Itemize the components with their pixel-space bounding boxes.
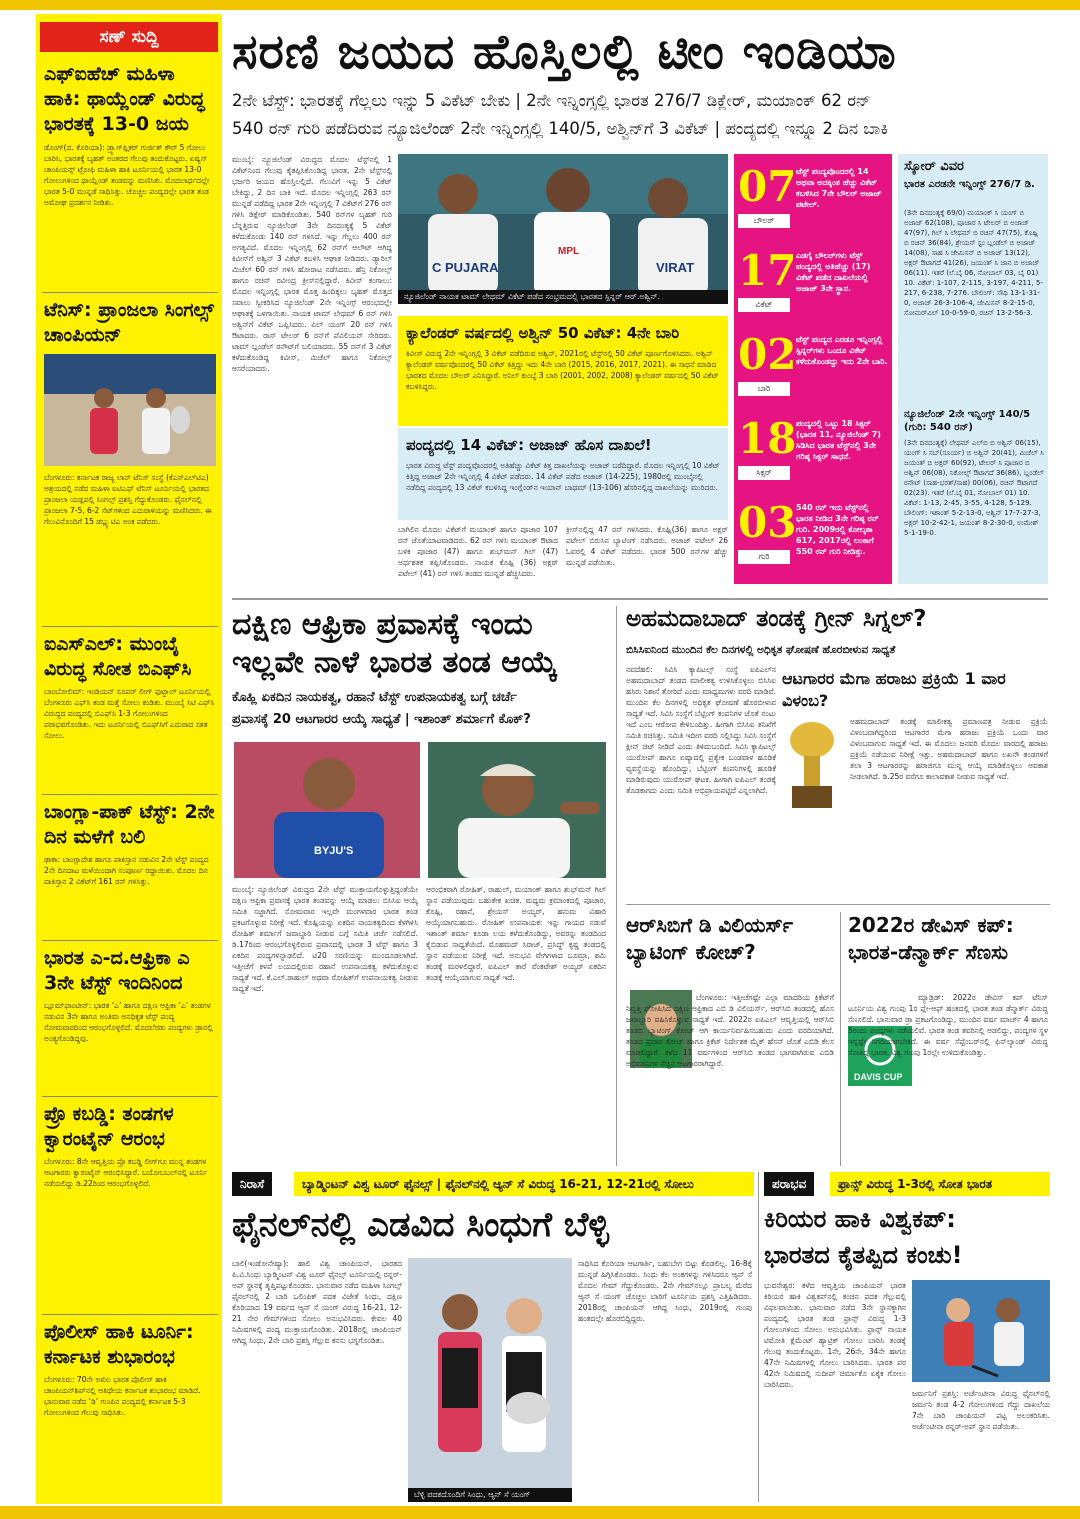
divider <box>42 626 218 627</box>
ajaz-record-box <box>398 428 728 520</box>
box-body: ಭಾರತ ವಿರುದ್ಧ ಟೆಸ್ಟ್ ಪಂದ್ಯವೊಂದರಲ್ಲಿ ಅತಿಹೆಚ್ಚು ವಿಕೆಟ್ ಕಿತ್ತ ದಾಖಲೆಯನ್ನು ಅಜಾಜ್ ಬರೆದಿದ್ದಾರೆ. ಮೊದಲ ಇನ್ನಿಂಗ್ಸಲ್ಲಿ 10 ವಿಕೆಟ್ ಕಿತ್ತಿದ್ದ ಅಜಾಜ್ 2ನೇ ಇನ್ನಿಂಗ್ಸಲ್ಲಿ 4 ವಿಕೆಟ್ ಪಡೆದರು. 14 ವಿಕೆಟ್ ಪಡೆದ ಅಜಾಜ್ (14-225), 1980ರಲ್ಲಿ ಮುಂಬೈನಲ್ಲಿ ನಡೆದಿದ್ದ ಪಂದ್ಯದಲ್ಲಿ 13 ವಿಕೆಟ್ ಕಬಳಿಸಿದ್ದ ಇಂಗ್ಲೆಂಡ್‌ನ ಇಯಾನ್ ಬಾಥಮ್ (13-106) ಹೆಸರಿನಲ್ಲಿದ್ದ ದಾಖಲೆಯನ್ನು ಮುರಿದರು. <box>406 461 720 492</box>
scorecard-title: ಸ್ಕೋರ್ ವಿವರ <box>904 159 964 174</box>
sidebar-item-body: ಬೆಂಗಳೂರು: 8ನೇ ಆವೃತ್ತಿಯ ಪ್ರೊ ಕಬಡ್ಡಿ ಲೀಗ್‌ಗೂ ಮುನ್ನ ತಂಡಗಳ ಆಟಗಾರರು ಕ್ವಾರಂಟೈನ್ ಆರಂಭಿಸಿದ್ದಾರೆ. ಬಯೋಬಬಲ್‌ನಲ್ಲಿ ಟೂರ್ನಿ ನಡೆಯಲಿದ್ದು ಡಿ.22ರಿಂದ ಆರಂಭಗೊಳ್ಳಲಿದೆ. <box>44 1157 208 1188</box>
stat-label: ವಿಕೆಟ್ <box>738 298 790 312</box>
stat-text: ಪಂದ್ಯದಲ್ಲಿ ಒಟ್ಟು 18 ಸಿಕ್ಸರ್ (ಭಾರತ 11, ನ್ಯೂಜಿಲೆಂಡ್ 7) ಸಿಡಿಸಿದ ಭಾರತ ಟೆಸ್ಟ್‌ನಲ್ಲಿ 3ನೇ ಗರಿಷ್ಠ ಸಿಕ್ಸರ್ ಸಾಧನೆ. <box>796 419 881 461</box>
rcb-body: ಬೆಂಗಳೂರು: ಇತ್ತೀಚೆಗಷ್ಟೇ ಎಲ್ಲಾ ಮಾದರಿಯ ಕ್ರಿಕೆಟ್‌ಗೆ ನಿವೃತ್ತಿ ಘೋಷಿಸಿದ ದಕ್ಷಿಣ ಆಫ್ರಿಕಾದ ಎಬಿ ಡಿ ವಿಲಿಯರ್ಸ್, ಆರ್‌ಸಿಬಿ ತಂಡದಲ್ಲಿ ಹೊಸ ಜವಾಬ್ದಾರಿ ವಹಿಸಿಕೊಳ್ಳುವ ಸಾಧ್ಯತೆ ಇದೆ. 2022ರ ಐಪಿಎಲ್ ಆವೃತ್ತಿಯಲ್ಲಿ ಆರ್‌ಸಿಬಿ ತಂಡದ ಬ್ಯಾಟಿಂಗ್ ಕೋಚ್ ಆಗಿ ಕಾರ್ಯನಿರ್ವಹಿಸಬಹುದು ಎಂದು ವರದಿಯಾಗಿದೆ. ತಂಡದ ಪ್ರಧಾನ ಕೋಚ್ ಹಾಗೂ ಕ್ರಿಕೆಟ್ ನಿರ್ದೇಶಕ ಮೈಕ್ ಹೆಸನ್ ಜೊತೆ ಎಬಿಡಿ ಕೆಲಸ ಮಾಡಲಿದ್ದಾರೆ. ಕಳೆದ 11 ವರ್ಷಗಳಿಂದ ಆರ್‌ಸಿಬಿ ತಂಡದ ಭಾಗವಾಗಿರುವ ಎಬಿಡಿ ಅಭಿಮಾನಿಗಳ ನೆಚ್ಚಿನ ಆಟಗಾರರಾಗಿದ್ದಾರೆ. <box>626 993 834 1068</box>
strap-text: ಫ್ರಾನ್ಸ್ ವಿರುದ್ಧ 1-3ರಲ್ಲಿ ಸೋತ ಭಾರತ <box>830 1172 1050 1196</box>
photo-caption: ನ್ಯೂಜಿಲೆಂಡ್ ನಾಯಕ ಟಾಮ್ ಲೇಥಮ್ ವಿಕೆಟ್ ಪಡೆದ ಸಂಭ್ರಮದಲ್ಲಿ ಭಾರತದ ಸ್ಪಿನ್ನರ್ ಆರ್.ಅಶ್ವಿನ್. <box>398 290 728 304</box>
lead-body: ಕಿವೀಸ್ ಕಂಗಾಲು: ಮೊದಲ ಇನ್ನಿಂಗ್ಸಲ್ಲಿ ಭಾರತ ಮೊತ್ತ ಹಿಂದಿಕ್ಕಲು ಬೃಹತ್ ಮೊತ್ತದ ಸವಾಲು ಸ್ವೀಕರಿಸಿದ ನ್ಯೂಜಿಲೆಂಡ್ 2ನೇ ಇನ್ನಿಂಗ್ಸ್ ಆರಂಭದಲ್ಲೇ ಆಘಾತಕ್ಕೆ ಒಳಗಾಯಿತು. ನಾಯಕ ಟಾಮ್ ಲೇಥಮ್ 6 ರನ್ ಗಳಿಸಿ ಅಶ್ವಿನ್‌ಗೆ ವಿಕೆಟ್ ಒಪ್ಪಿಸಿದರು. ವಿಲ್ ಯಂಗ್ 20 ರನ್ ಗಳಿಸಿ ಔಟಾದರು. ರಾಸ್ ಟೇಲರ್ 6 ರನ್‌ಗೆ ಪೆವಿಲಿಯನ್ ಸೇರಿದರು. ಟಾಮ್ ಬ್ಲಂಡೆಲ್ ರನೌಟ್‌ಗೆ ಬಲಿಯಾದರು. 55 ರನ್‌ಗೆ 3 ವಿಕೆಟ್ ಕಳೆದುಕೊಂಡಿದ್ದ ಕಿವೀಸ್, ಮಿಚೆಲ್ ಹಾಗೂ ನಿಕೋಲ್ಸ್ ಆಸರೆಯಾದರು. <box>232 276 392 373</box>
jersey-sponsor: BYJU'S <box>314 845 354 857</box>
sindhu-strap <box>232 1172 752 1196</box>
stat-label: ಸಿಕ್ಸರ್ <box>738 466 790 480</box>
divider <box>626 904 1050 905</box>
sa-tour-headline: ದಕ್ಷಿಣ ಆಫ್ರಿಕಾ ಪ್ರವಾಸಕ್ಕೆ ಇಂದು <box>232 607 533 642</box>
sa-tour-headline: ಇಲ್ಲವೇ ನಾಳೆ ಭಾರತ ತಂಡ ಆಯ್ಕೆ <box>232 645 558 680</box>
scorecard-details: (3ನೇ ದಿನದಂತ್ಯಕ್ಕೆ 69/0) ಮಯಾಂಕ್ ಸಿ ಯಂಗ್ ಬಿ ಅಜಾಜ್ 62(108), ಪೂಜಾರ ಸಿ ಟೇಲರ್ ಬಿ ಅಜಾಜ್ 47(97), ಗಿಲ್ ಸಿ ಲೇಥಮ್ ಬಿ ರಚಿನ್ 47(75), ಕೊಹ್ಲಿ ಬಿ ರಚಿನ್ 36(84), ಶ್ರೇಯಸ್ ಸ್ಟಂ ಬ್ಲಂಡೆಲ್ ಬಿ ಅಜಾಜ್ 14(08), ಸಾಹ ಸಿ ಜೇಮಿಸನ್ ಬಿ ಅಜಾಜ್ 13(12), ಅಕ್ಷರ್ ಔಟಾಗದೆ 41(26), ಜಯಂತ್ ಸಿ ಜಾನ ಬಿ ಅಜಾಜ್ 06(11). ಇತರೆ (ಲೆ.ಬೈ 06, ನೋಬಾಲ್ 03, ಬೈ 01) 10. ವಿಕೆಟ್: 1-107, 2-115, 3-197, 4-211, 5-217, 6-238, 7-276. ಬೌಲಿಂಗ್: ಸೌಥಿ 13-1-31-0, ಅಜಾಜ್ 26-3-106-4, ಜೇಮಿಸನ್ 8-2-15-0, ಸೋಮರ್‌ವಿಲ್ 10-0-59-0, ರಚಿನ್ 13-2-56-3. <box>904 209 1043 317</box>
stat-number: 18 <box>738 414 797 463</box>
sindhu-photo <box>408 1258 572 1502</box>
lead-body: ಮುಂಬೈ: ನ್ಯೂಜಿಲೆಂಡ್ ವಿರುದ್ಧದ ಮೊದಲ ಟೆಸ್ಟ್‌ನಲ್ಲಿ 1 ವಿಕೆಟ್‌ನಿಂದ ಗೆಲುವು ಕೈತಪ್ಪಿಸಿಕೊಂಡಿದ್ದ ಭಾರತ, 2ನೇ ಟೆಸ್ಟ್‌ನಲ್ಲಿ ಭರ್ಜರಿ ಜಯದ ಹೊಸ್ತಿಲಲ್ಲಿದೆ. ಗೆಲುವಿಗೆ ಇನ್ನು 5 ವಿಕೆಟ್ ಬೇಕಿದ್ದು, 2 ದಿನ ಬಾಕಿ ಇದೆ. ಮೊದಲ ಇನ್ನಿಂಗ್ಸಲ್ಲಿ 263 ರನ್ ಮುನ್ನಡೆ ಪಡೆದಿದ್ದ ಭಾರತ 2ನೇ ಇನ್ನಿಂಗ್ಸಲ್ಲಿ 7 ವಿಕೆಟ್‌ಗೆ 276 ರನ್ ಗಳಿಸಿ ಡಿಕ್ಲೇರ್ ಮಾಡಿಕೊಂಡಿತು. 540 ರನ್‌ಗಳ ಬೃಹತ್ ಗುರಿ ಬೆನ್ನತ್ತಿರುವ ನ್ಯೂಜಿಲೆಂಡ್ 3ನೇ ದಿನದಂತ್ಯಕ್ಕೆ 5 ವಿಕೆಟ್ ಕಳೆದುಕೊಂಡು 140 ರನ್ ಗಳಿಸಿದೆ. ಇನ್ನು ಗೆಲ್ಲಲು 400 ರನ್ ಅಗತ್ಯವಿದೆ. ಮೊದಲ ಇನ್ನಿಂಗ್ಸಲ್ಲಿ 62 ರನ್‌ಗೆ ಆಲೌಟ್ ಆಗಿದ್ದ ಕಿವೀಸ್‌ಗೆ ಅಶ್ವಿನ್ 3 ವಿಕೆಟ್ ಕಬಳಿಸಿ ಆಘಾತ ನೀಡಿದರು. ಡ್ಯಾರಿಲ್ ಮಿಚೆಲ್ 60 ರನ್ ಗಳಿಸಿ ಹೋರಾಟ ನಡೆಸಿದರು. ಹೆನ್ರಿ ನಿಕೋಲ್ಸ್ ಹಾಗೂ ರಚಿನ್ ರವೀಂದ್ರ ಕ್ರೀಸ್‌ನಲ್ಲಿದ್ದಾರೆ. <box>232 155 392 285</box>
divider <box>42 794 218 795</box>
lead-subheadline: 540 ರನ್ ಗುರಿ ಪಡೆದಿರುವ ನ್ಯೂಜಿಲೆಂಡ್ 2ನೇ ಇನ್ನಿಂಗ್ಸಲ್ಲಿ 140/5, ಅಶ್ವಿನ್‌ಗೆ 3 ವಿಕೆಟ್ | ಪಂದ್ಯದಲ್ಲಿ ಇನ್ನೂ 2 ದಿನ ಬಾಕಿ <box>232 119 889 138</box>
ahmedabad-subheadline: ಬಿಸಿಸಿಐನಿಂದ ಮುಂದಿನ ಕೆಲ ದಿನಗಳಲ್ಲಿ ಅಧಿಕೃತ ಘೋಷಣೆ ಹೊರಬೀಳುವ ಸಾಧ್ಯತೆ <box>626 644 896 656</box>
davis-cup-body: ಮ್ಯಾಡ್ರಿಡ್: 2022ರ ಡೇವಿಸ್ ಕಪ್ ಟೆನಿಸ್ ಟೂರ್ನಿಯ ವಿಶ್ವ ಗುಂಪು 1ರ ಪ್ಲೇ-ಆಫ್ ಹಂತದಲ್ಲಿ ಭಾರತ ತಂಡ ಡೆನ್ಮಾರ್ಕ್ ವಿರುದ್ಧ ಸೆಣಸಲಿದೆ. ಭಾನುವಾರ ಡ್ರಾ ಪ್ರಕಟಗೊಂಡಿದ್ದು, ಮುಂದಿನ ವರ್ಷ ಮಾರ್ಚ್ 4 ಹಾಗೂ 5ರಂದು ಪಂದ್ಯಗಳು ನಡೆಯಲಿವೆ. ಭಾರತ ತಂಡ ತವರಿನಲ್ಲಿ ಆಡಲಿದ್ದು, ಪಂದ್ಯಗಳ ಸ್ಥಳ ಇನ್ನಷ್ಟೇ ನಿಗದಿಯಾಗಬೇಕಿದೆ. ಈ ವರ್ಷ ಸೆಪ್ಟೆಂಬರ್‌ನಲ್ಲಿ ಫಿನ್‌ಲ್ಯಾಂಡ್ ವಿರುದ್ಧ ಸೋತಿದ್ದ ಭಾರತ, ವಿಶ್ವ ಗುಂಪು 1ರಲ್ಲೇ ಉಳಿದುಕೊಂಡಿತ್ತು. <box>848 993 1048 1057</box>
stat-item <box>734 494 892 582</box>
hockey-body: ಜರ್ಮನಿಗೆ ಪ್ರಶಸ್ತಿ: ಅರ್ಜೆಂಟೀನಾ ವಿರುದ್ಧ ಫೈನಲ್‌ನಲ್ಲಿ ಜರ್ಮನಿ ತಂಡ 4-2 ಗೋಲುಗಳಿಂದ ಗೆದ್ದು ದಾಖಲೆಯ 7ನೇ ಬಾರಿ ಚಾಂಪಿಯನ್ ಪಟ್ಟ ಅಲಂಕರಿಸಿತು. ಅರ್ಜೆಂಟೀನಾ ರನ್ನರ್-ಅಪ್ ಸ್ಥಾನ ಪಡೆಯಿತು. <box>912 1389 1050 1431</box>
stat-number: 17 <box>738 246 797 295</box>
sidebar-item-body: ಬೆಂಗಳೂರು: 70ನೇ ಅಖಿಲ ಭಾರತ ಪೊಲೀಸ್ ಹಾಕಿ ಚಾಂಪಿಯನ್‌ಶಿಪ್‌ನಲ್ಲಿ ಆತಿಥೇಯ ಕರ್ನಾಟಕ ಶುಭಾರಂಭ ಮಾಡಿದೆ. ಭಾನುವಾರ ನಡೆದ ‘ಡಿ’ ಗುಂಪಿನ ಪಂದ್ಯದಲ್ಲಿ ಕರ್ನಾಟಕ 5-3 ಗೋಲುಗಳಿಂದ ಗೆಲುವು ಸಾಧಿಸಿತು. <box>44 1375 201 1417</box>
top-color-bar <box>0 0 1080 10</box>
ashwin-photo <box>398 154 728 304</box>
stat-number: 02 <box>738 330 797 379</box>
scorecard-innings: ನ್ಯೂಜಿಲೆಂಡ್ 2ನೇ ಇನ್ನಿಂಗ್ಸ್ 140/5 (ಗುರಿ: 540 ರನ್) <box>904 409 1031 433</box>
ashwin-record-box <box>398 316 728 426</box>
sa-tour-body: ಮುಂಬೈ: ನ್ಯೂಜಿಲೆಂಡ್ ವಿರುದ್ಧದ 2ನೇ ಟೆಸ್ಟ್ ಮುಕ್ತಾಯಗೊಳ್ಳುತ್ತಿದ್ದಂತೆಯೇ ದಕ್ಷಿಣ ಆಫ್ರಿಕಾ ಪ್ರವಾಸಕ್ಕೆ ಭಾರತ ತಂಡವನ್ನು ಆಯ್ಕೆ ಮಾಡಲು ಬಿಸಿಸಿಐ ಆಯ್ಕೆ ಸಮಿತಿ ಸಜ್ಜಾಗಿದೆ. ಸೋಮವಾರ ಇಲ್ಲವೇ ಮಂಗಳವಾರ ಭಾರತ ತಂಡ ಪ್ರಕಟಗೊಳ್ಳುವ ನಿರೀಕ್ಷೆ ಇದೆ. ಕೊಹ್ಲಿಯನ್ನು ಏಕದಿನ ನಾಯಕತ್ವದಿಂದ ಕೆಳಗಿಳಿಸಿ ರೋಹಿತ್ ಶರ್ಮಾಗೆ ಜವಾಬ್ದಾರಿ ನೀಡುವ ಬಗ್ಗೆ ಸಮಿತಿ ಚರ್ಚೆ ನಡೆಸಲಿದೆ. ಡಿ.17ರಿಂದ ಆರಂಭಗೊಳ್ಳಲಿರುವ ಪ್ರವಾಸದಲ್ಲಿ ಭಾರತ 3 ಟೆಸ್ಟ್ ಹಾಗೂ 3 ಏಕದಿನ ಪಂದ್ಯಗಳನ್ನಾಡಲಿದೆ. ಟಿ20 ಸರಣಿಯನ್ನು ಮುಂದೂಡಲಾಗಿದೆ. ಇತ್ತೀಚೆಗೆ ಕಳಪೆ ಲಯದಲ್ಲಿರುವ ರಹಾನೆ ಉಪನಾಯಕತ್ವ ಕಳೆದುಕೊಳ್ಳುವ ಸಾಧ್ಯತೆ ಇದೆ. ಕೆ.ಎಲ್.ರಾಹುಲ್ ಅಥವಾ ರೋಹಿತ್‌ಗೆ ಉಪನಾಯಕತ್ವ ನೀಡುವ ಸಾಧ್ಯತೆ ಇದೆ. <box>232 885 418 993</box>
lead-headline: ಸರಣಿ ಜಯದ ಹೊಸ್ತಿಲಲ್ಲಿ ಟೀಂ ಇಂಡಿಯಾ <box>232 24 897 80</box>
tennis-photo <box>44 354 216 466</box>
lead-subheadline: 2ನೇ ಟೆಸ್ಟ್: ಭಾರತಕ್ಕೆ ಗೆಲ್ಲಲು ಇನ್ನು 5 ವಿಕೆಟ್ ಬೇಕು | 2ನೇ ಇನ್ನಿಂಗ್ಸಲ್ಲಿ ಭಾರತ 276/7 ಡಿಕ್ಲೇರ್, ಮಯಾಂಕ್ 62 ರನ್ <box>232 91 871 110</box>
auction-subheadline: ಆಟಗಾರರ ಮೆಗಾ ಹರಾಜು ಪ್ರಕ್ರಿಯೆ 1 ವಾರ ವಿಳಂಬ? <box>782 669 1006 710</box>
photo-caption: ಬೆಳ್ಳಿ ಪದಕದೊಂದಿಗೆ ಸಿಂಧು, ಆ್ಯನ್ ಸೆ ಯಂಗ್ <box>408 1488 572 1502</box>
hockey-headline: ಭಾರತದ ಕೈತಪ್ಪಿದ ಕಂಚು! <box>764 1241 963 1269</box>
divider <box>616 606 617 1166</box>
sindhu-podium-image <box>408 1258 572 1502</box>
lead-body-continued: ಬಾಗಿಲಿನ ಮೊದಲ ವಿಕೆಟ್‌ಗೆ ಮಯಾಂಕ್ ಹಾಗೂ ಪೂಜಾರ 107 ರನ್ ಜೊತೆಯಾಟವಾಡಿದರು. 62 ರನ್ ಗಳಿಸಿ ಮಯಾಂಕ್ ಔಟಾದ ಬಳಿಕ ಪೂಜಾರ (47) ಹಾಗೂ ಶುಭ್‌ಮನ್ ಗಿಲ್ (47) ಅರ್ಧಶತಕ ತಪ್ಪಿಸಿಕೊಂಡರು. ನಾಯಕ ಕೊಹ್ಲಿ (36) ಅಕ್ಷರ್ ಪಟೇಲ್ (41) ರನ್ ಗಳಿಸಿ ತಂಡದ ಮುನ್ನಡೆ ಹೆಚ್ಚಿಸಿದರು. <box>398 525 558 578</box>
stat-item <box>734 410 892 492</box>
sidebar-item-title: ಭಾರತ ಎ-ದ.ಆಫ್ರಿಕಾ ಎ 3ನೇ ಟೆಸ್ಟ್ ಇಂದಿನಿಂದ <box>44 947 190 994</box>
sa-tour-subheadline: ಕೊಹ್ಲಿ ಏಕದಿನ ನಾಯಕತ್ವ, ರಹಾನೆ ಟೆಸ್ಟ್ ಉಪನಾಯಕತ್ವ ಬಗ್ಗೆ ಚರ್ಚೆ <box>232 690 518 705</box>
rahane-photo <box>428 742 606 878</box>
box-title: ಕ್ಯಾಲೆಂಡರ್ ವರ್ಷದಲ್ಲಿ ಅಶ್ವಿನ್ 50 ವಿಕೆಟ್: 4ನೇ ಬಾರಿ <box>406 324 680 342</box>
sidebar-item-body: ಢಾಕಾ: ಬಾಂಗ್ಲಾದೇಶ ಹಾಗೂ ಪಾಕಿಸ್ತಾನ ನಡುವಿನ 2ನೇ ಟೆಸ್ಟ್ ಪಂದ್ಯದ 2ನೇ ದಿನದಾಟ ಮಳೆಯಿಂದಾಗಿ ಸಂಪೂರ್ಣ ರದ್ದಾಯಿತು. ಮೊದಲ ದಿನ ಪಾಕಿಸ್ತಾನ 2 ವಿಕೆಟ್‌ಗೆ 161 ರನ್ ಗಳಿಸಿತ್ತು. <box>44 855 209 886</box>
lead-body-column <box>232 154 392 594</box>
stat-text: ಟೆಸ್ಟ್ ಪಂದ್ಯವೊಂದರಲ್ಲಿ 14 ಅಥವಾ ಅದಕ್ಕಿಂತ ಹೆಚ್ಚು ವಿಕೆಟ್ ಕಬಳಿಸಿದ 7ನೇ ಬೌಲರ್ ಅಜಾಜ್ ಪಟೇಲ್. <box>796 167 882 209</box>
ipl-trophy-image <box>782 716 842 816</box>
sindhu-headline: ಫೈನಲ್‌ನಲ್ಲಿ ಎಡವಿದ ಸಿಂಧುಗೆ ಬೆಳ್ಳಿ <box>232 1205 610 1245</box>
sa-tour-subheadline: ಪ್ರವಾಸಕ್ಕೆ 20 ಆಟಗಾರರ ಆಯ್ಕೆ ಸಾಧ್ಯತೆ | ಇಶಾಂತ್ ಶರ್ಮಾಗೆ ಕೊಕ್? <box>232 712 531 727</box>
sidebar-item-title: ಎಫ್ಐಹೆಚ್ ಮಹಿಳಾ ಹಾಕಿ: ಥಾಯ್ಲೆಂಡ್ ವಿರುದ್ಧ ಭಾರತಕ್ಕೆ 13-0 ಜಯ <box>44 63 205 135</box>
trophy-icon <box>782 716 842 816</box>
stat-label: ಗುರಿ <box>738 550 790 564</box>
tennis-players-image <box>44 354 216 466</box>
stats-panel <box>734 154 892 584</box>
hockey-photo <box>912 1280 1050 1382</box>
stat-text: 540 ರನ್ ಇದು ಟೆಸ್ಟ್‌ನಲ್ಲಿ ಭಾರತ ನೀಡಿದ 3ನೇ ಗರಿಷ್ಠ ರನ್ ಗುರಿ. 2009ರಲ್ಲಿ ಕೋಲ್ಕತಾ 617, 2017ರಲ್ಲಿ ಲಂಕಾಗೆ 550 ರನ್ ಗುರಿ ನೀಡಿತ್ತು. <box>796 503 879 556</box>
stat-item <box>734 326 892 408</box>
divider <box>42 1314 218 1315</box>
hockey-body: ಭುವನೇಶ್ವರ: ಕಳೆದ ಆವೃತ್ತಿಯ ಚಾಂಪಿಯನ್ ಭಾರತ ಕಿರಿಯರ ಹಾಕಿ ವಿಶ್ವಕಪ್‌ನಲ್ಲಿ ಕಂಚಿನ ಪದಕ ಗೆಲ್ಲುವಲ್ಲಿ ವಿಫಲವಾಯಿತು. ಭಾನುವಾರ ನಡೆದ 3ನೇ ಸ್ಥಾನಕ್ಕಾಗಿನ ಪಂದ್ಯದಲ್ಲಿ ಭಾರತ ತಂಡ ಫ್ರಾನ್ಸ್ ವಿರುದ್ಧ 1-3 ಗೋಲುಗಳಿಂದ ಸೋಲು ಅನುಭವಿಸಿತು. ಫ್ರಾನ್ಸ್ ನಾಯಕ ಟಿಮೋತಿ ಕ್ಲೆಮೆಂಟ್ ಹ್ಯಾಟ್ರಿಕ್ ಗೋಲು ಬಾರಿಸಿ ತಂಡಕ್ಕೆ ಗೆಲುವು ತಂದುಕೊಟ್ಟರು. 1ನೇ, 26ನೇ, 34ನೇ ಹಾಗೂ 47ನೇ ನಿಮಿಷಗಳಲ್ಲಿ ಗೋಲು ಬಾರಿಸಿದರು. ಭಾರತ ಪರ 42ನೇ ನಿಮಿಷದಲ್ಲಿ ಸುದೀಪ್ ಚಿರ್ಮಾಕೊ ಏಕೈಕ ಗೋಲು ಬಾರಿಸಿದರು. <box>764 1281 906 1389</box>
stat-item <box>734 242 892 324</box>
stat-text: ಟೆಸ್ಟ್ ಪಂದ್ಯದ ಎರಡೂ ಇನ್ನಿಂಗ್ಸಲ್ಲಿ ಸ್ಪಿನ್ನರ್‌ಗಳು ಒಂದೂ ವಿಕೆಟ್ ಕಳೆದುಕೊಂಡದ್ದು ಇದು 2ನೇ ಬಾರಿ. <box>796 335 888 366</box>
divider <box>42 292 218 293</box>
sidebar-item-title: ಐಎಸ್ಎಲ್: ಮುಂಬೈ ವಿರುದ್ಧ ಸೋತ ಬಿಎಫ್‌ಸಿ <box>44 633 192 680</box>
davis-cup-headline: 2022ರ ಡೇವಿಸ್ ಕಪ್: ಭಾರತ-ಡೆನ್ಮಾರ್ಕ್ ಸೆಣಸು <box>848 913 1014 964</box>
stat-text: ಎಡಗೈ ಬೌಲರ್‌ಗಳು ಟೆಸ್ಟ್ ಪಂದ್ಯದಲ್ಲಿ ಅತಿಹೆಚ್ಚು (17) ವಿಕೆಟ್ ಪಡೆದ ದಾಖಲೆಯಲ್ಲಿ ಅಜಾಜ್ 3ನೇ ಸ್ಥಾನ. <box>796 251 871 293</box>
stat-item <box>734 158 892 240</box>
rahane-image <box>428 742 606 878</box>
kohli-photo <box>234 742 420 878</box>
jersey-text: C PUJARA <box>432 260 499 275</box>
sidebar-item-body: ಬಾಂಬೋಲಿಮ್: ಇಂಡಿಯನ್ ಸೂಪರ್ ಲೀಗ್ ಫುಟ್ಬಾಲ್ ಟೂರ್ನಿಯಲ್ಲಿ ಬೆಂಗಳೂರು ಎಫ್‌ಸಿ ತಂಡ ಮತ್ತೆ ಸೋಲು ಕಂಡಿತು. ಮುಂಬೈ ಸಿಟಿ ಎಫ್‌ಸಿ ವಿರುದ್ಧದ ಪಂದ್ಯದಲ್ಲಿ ಬಿಎಫ್‌ಸಿ 1-3 ಗೋಲುಗಳಿಂದ ಪರಾಭವಗೊಂಡಿತು. ಇದು ಟೂರ್ನಿಯಲ್ಲಿ ಬಿಎಫ್‌ಸಿಗೆ ಎದುರಾದ ಸತತ ಸೋಲು. <box>44 687 215 740</box>
sidebar-item-body: ಬೆಂಗಳೂರು: ಕರ್ನಾಟಕ ರಾಜ್ಯ ಲಾನ್ ಟೆನಿಸ್ ಸಂಸ್ಥೆ (ಕೆಎಸ್‌ಎಲ್‌ಟಿಎ) ಆಶ್ರಯದಲ್ಲಿ ನಡೆದ ಮಹಿಳಾ ಐಟಿಎಫ್ ಟೆನಿಸ್ ಟೂರ್ನಿಯಲ್ಲಿ ಭಾರತದ ಪ್ರಾಂಜಲಾ ಯಡ್ಲಪಲ್ಲಿ ಸಿಂಗಲ್ಸ್ ಪ್ರಶಸ್ತಿ ಗೆದ್ದುಕೊಂಡರು. ಫೈನಲ್‌ನಲ್ಲಿ ಪ್ರಾಂಜಲಾ 7-5, 6-2 ಸೆಟ್‌ಗಳಿಂದ ಎದುರಾಳಿಯನ್ನು ಮಣಿಸಿದರು. ಈ ಗೆಲುವಿನೊಂದಿಗೆ 15 ಡಬ್ಲ್ಯುಟಿಎ ಅಂಕ ಪಡೆದರು. <box>44 473 212 526</box>
story-tag: ನಿರಾಸೆ <box>232 1172 272 1196</box>
divider <box>840 912 841 1166</box>
stat-label: ಬಾರಿ <box>738 382 790 396</box>
stat-number: 03 <box>738 498 797 547</box>
ahmedabad-body: ನವದೆಹಲಿ: ಸಿವಿಸಿ ಕ್ಯಾಪಿಟಲ್ಸ್ ಸಂಸ್ಥೆ ಐಪಿಎಲ್‌ನ ಅಹಮದಾಬಾದ್ ತಂಡದ ಮಾಲೀಕತ್ವ ಉಳಿಸಿಕೊಳ್ಳಲು ಬಿಸಿಸಿಐ ಹಸಿರು ನಿಶಾನೆ ತೋರಿದೆ ಎಂದು ಮಾಧ್ಯಮಗಳು ವರದಿ ಮಾಡಿವೆ. ಮುಂದಿನ ಕೆಲ ದಿನಗಳಲ್ಲಿ ಅಧಿಕೃತ ಘೋಷಣೆ ಹೊರಬೀಳುವ ಸಾಧ್ಯತೆ ಇದೆ. ಸಿವಿಸಿ ಸಂಸ್ಥೆಗೆ ಬೆಟ್ಟಿಂಗ್ ಕಂಪನಿಗಳ ಜೊತೆ ನಂಟು ಇದೆ ಎಂಬ ಆರೋಪ ಕೇಳಿಬಂದಿತ್ತು. ಹೀಗಾಗಿ ಬಿಸಿಸಿಐ ತನಿಖೆಗೆ ಸಮಿತಿ ರಚಿಸಿತ್ತು. ಸಮಿತಿ ಇದೀಗ ವರದಿ ಸಲ್ಲಿಸಿದ್ದು ಸಿವಿಸಿ ಸಂಸ್ಥೆಗೆ ಕ್ಲೀನ್ ಚಿಟ್ ನೀಡಿದೆ ಎಂದು ತಿಳಿದುಬಂದಿದೆ. ಸಿವಿಸಿ ಕ್ಯಾಪಿಟಲ್ಸ್ ಯುರೋಪ್ ಹಾಗೂ ಏಷ್ಯಾದಲ್ಲಿ ಪ್ರತ್ಯೇಕ ಬಂಡವಾಳ ಹೂಡಿಕೆ ವ್ಯವಸ್ಥೆಯನ್ನು ಹೊಂದಿದ್ದು, ಬೆಟ್ಟಿಂಗ್ ಕಂಪನಿಗಳಲ್ಲಿ ಹೂಡಿಕೆ ಮಾಡಿರುವುದು ಯುರೋಪ್ ಘಟಕ. ಹೀಗಾಗಿ ಐಪಿಎಲ್ ತಂಡಕ್ಕೆ ತೊಡಕಾಗದು ಎಂದು ಸಮಿತಿ ಅಭಿಪ್ರಾಯಪಟ್ಟಿದೆ ಎನ್ನಲಾಗಿದೆ. <box>626 665 776 795</box>
sidebar-item-title: ಬಾಂಗ್ಲಾ-ಪಾಕ್ ಟೆಸ್ಟ್: 2ನೇ ದಿನ ಮಳೆಗೆ ಬಲಿ <box>44 801 215 848</box>
sidebar-item-body: ಬ್ಲೂಮ್‌ಫಾಂಟೀನ್: ಭಾರತ ‘ಎ’ ಹಾಗೂ ದಕ್ಷಿಣ ಆಫ್ರಿಕಾ ‘ಎ’ ತಂಡಗಳ ನಡುವಿನ 3ನೇ ಹಾಗೂ ಅಂತಿಮ ಅನಧಿಕೃತ ಟೆಸ್ಟ್ ಪಂದ್ಯ ಸೋಮವಾರದಿಂದ ಆರಂಭಗೊಳ್ಳಲಿದೆ. ಮೊದಲೆರಡು ಪಂದ್ಯಗಳು ಡ್ರಾನಲ್ಲಿ ಅಂತ್ಯಗೊಂಡಿದ್ದವು. <box>44 1001 213 1043</box>
auction-body: ಅಹಮದಾಬಾದ್ ತಂಡಕ್ಕೆ ಮಾಲೀಕತ್ವ ಪ್ರಮಾಣಪತ್ರ ನೀಡುವ ಪ್ರಕ್ರಿಯೆ ವಿಳಂಬವಾಗಿದ್ದರಿಂದ ಆಟಗಾರರ ಮೆಗಾ ಹರಾಜು ಪ್ರಕ್ರಿಯೆ ಒಂದು ವಾರ ವಿಳಂಬವಾಗುವ ಸಾಧ್ಯತೆ ಇದೆ. ಈ ಮೊದಲು ಜನವರಿ ಮೊದಲ ವಾರದಲ್ಲಿ ಹರಾಜು ಪ್ರಕ್ರಿಯೆ ನಡೆಯುವ ನಿರೀಕ್ಷೆ ಇತ್ತು. ಅಹಮದಾಬಾದ್ ಹಾಗೂ ಲಖನೌ ತಂಡಗಳಿಗೆ ತಲಾ 3 ಆಟಗಾರರನ್ನು ಹರಾಜಿಗೂ ಮುನ್ನ ಆಯ್ಕೆ ಮಾಡಿಕೊಳ್ಳಲು ಅವಕಾಶ ನೀಡಲಾಗಿದೆ. ಡಿ.25ರ ವರೆಗೂ ಕಾಲಾವಕಾಶ ನೀಡುವ ಸಾಧ್ಯತೆ ಇದೆ. <box>850 717 1048 781</box>
lead-body-continued: ಕ್ರೀಸ್‌ನಲ್ಲಿದ್ದ 47 ರನ್ ಗಳಿಸಿದರು. ಕೊಹ್ಲಿ(36) ಹಾಗೂ ಅಕ್ಷರ್ ಪಟೇಲ್ ಬಿರುಸಿನ ಬ್ಯಾಟಿಂಗ್ ನಡೆಸಿದರು. ಅಜಾಜ್ ಪಟೇಲ್ 26 ಓವರಲ್ಲಿ 4 ವಿಕೆಟ್ ಪಡೆದರು. ಭಾರತ 500 ರನ್‌ಗಳ ಹೆಚ್ಚು ಮುನ್ನಡೆ ಪಡೆಯಿತು. <box>566 525 728 567</box>
stat-number: 07 <box>738 162 797 211</box>
jersey-logo: MPL <box>558 246 580 257</box>
cricket-celebration-image <box>398 154 728 304</box>
sidebar-item-title: ಪ್ರೊ ಕಬಡ್ಡಿ: ತಂಡಗಳ ಕ್ವಾರಂಟೈನ್ ಆರಂಭ <box>44 1103 174 1150</box>
story-tag: ಪರಾಭವ <box>764 1172 814 1196</box>
sindhu-body: ಸಾಧಿಸಿದ ಕೊರಿಯಾ ಆಟಗಾರ್ತಿ, ಬಹುಬೇಗ ಬಿಟ್ಟು ಕೊಡಲಿಲ್ಲ. 16-8ಕ್ಕೆ ಮುನ್ನಡೆ ಹಿಗ್ಗಿಸಿಕೊಂಡರು. ಸಿಂಧು ಕೆಲ ಅಂಕಗಳನ್ನು ಗಳಿಸಿದರೂ ಆ್ಯನ್ ಸೆ ಮೊದಲ ಗೇಮ್ ಗೆದ್ದುಕೊಂಡರು. 2ನೇ ಗೇಮ್‌ನಲ್ಲೂ ಪ್ರಾಬಲ್ಯ ಮೆರೆದ ಆ್ಯನ್ ಸೆ ಯಂಗ್ ಚೊಚ್ಚಲ ಬಾರಿಗೆ ಟೂರ್ನಿಯ ಪ್ರಶಸ್ತಿ ಎತ್ತಿಹಿಡಿದರು. 2018ರಲ್ಲಿ ಚಾಂಪಿಯನ್ ಆಗಿದ್ದ ಸಿಂಧು, 2019ರಲ್ಲಿ ಗುಂಪು ಹಂತದಲ್ಲೇ ಹೊರಬಿದ್ದಿದ್ದರು. <box>578 1259 752 1323</box>
sa-tour-body: ಆರಂಭಿಕರಾಗಿ ರೋಹಿತ್, ರಾಹುಲ್, ಮಯಾಂಕ್ ಹಾಗೂ ಶುಭ್‌ಮನ್ ಗಿಲ್ ಸ್ಥಾನ ಪಡೆಯುವುದು ಬಹುತೇಕ ಖಚಿತ. ಮಧ್ಯಮ ಕ್ರಮಾಂಕದಲ್ಲಿ ಪೂಜಾರ, ಕೊಹ್ಲಿ, ರಹಾನೆ, ಶ್ರೇಯಸ್ ಅಯ್ಯರ್, ಹನುಮ ವಿಹಾರಿ ಆಯ್ಕೆಯಾಗಬಹುದು. ರೋಹಿತ್ ಉಪನಾಯಕ: ಇನ್ನು ಗಾಯದ ನಡುವೆ ಇಶಾಂತ್ ಶರ್ಮಾ ಕೂಡಾ ಲಯ ಕಳೆದುಕೊಂಡಿದ್ದು, ಅವರನ್ನು ತಂಡದಿಂದ ಕೈಬಿಡುವ ಸಾಧ್ಯತೆಯಿದೆ. ಮೊಹಮದ್ ಸಿರಾಜ್, ಪ್ರಸಿದ್ಧ್ ಕೃಷ್ಣ ತಂಡದಲ್ಲಿ ಸ್ಥಾನ ಪಡೆಯುವ ನಿರೀಕ್ಷೆ ಇದೆ. ಅನುಭವಿ ವೇಗಿಗಳಾದ ಬೂಮ್ರಾ, ಶಮಿ ತಂಡಕ್ಕೆ ಮರಳಲಿದ್ದಾರೆ. ಐಪಿಎಲ್ ತಾರೆ ವೆಂಕಟೇಶ್ ಅಯ್ಯರ್ ಏಕದಿನ ತಂಡಕ್ಕೆ ಆಯ್ಕೆಯಾಗುವ ಸಾಧ್ಯತೆ ಇದೆ. <box>426 885 606 982</box>
logo-text: DAVIS CUP <box>854 1072 903 1082</box>
scorecard-innings: ಭಾರತ ಎರಡನೇ ಇನ್ನಿಂಗ್ಸ್ 276/7 ಡಿ. <box>904 179 1035 190</box>
divider <box>42 940 218 941</box>
hockey-players-image <box>912 1280 1050 1382</box>
sidebar-header: ಸಣ್ ಸುದ್ದಿ <box>40 22 218 52</box>
scorecard-details: (3ನೇ ದಿನದಂತ್ಯಕ್ಕೆ) ಲೇಥಮ್ ಎಲ್‌ಬಿ ಬಿ ಅಶ್ವಿನ್ 06(15), ಯಂಗ್ ಸಿ ಸಬ್(ಸೂರ್ಯ) ಬಿ ಅಶ್ವಿನ್ 20(41), ಮಿಚೆಲ್ ಸಿ ಜಯಂತ್ ಬಿ ಅಕ್ಷರ್ 60(92), ಟೇಲರ್ ಸಿ ಪೂಜಾರ ಬಿ ಅಶ್ವಿನ್ 06(08), ನಿಕೋಲ್ಸ್ ಔಟಾಗದೆ 36(86), ಬ್ಲಂಡೆಲ್ ರನೌಟ್ (ಸಾಹ-ಭರತ್/ಸಾಹ) 00(06), ರಚಿನ್ ಔಟಾಗದೆ 02(23). ಇತರೆ (ಲೆ.ಬೈ 01, ನೋಬಾಲ್ 01) 10. ವಿಕೆಟ್: 1-13, 2-45, 3-55, 4-128, 5-129. ಬೌಲಿಂಗ್: ಇಶಾಂತ್ 5-2-13-0, ಅಶ್ವಿನ್ 17-7-27-3, ಅಕ್ಷರ್ 10-2-42-1, ಜಯಂತ್ 8-2-30-0, ಉಮೇಶ್ 5-1-19-0. <box>904 439 1044 537</box>
kohli-image <box>234 742 420 878</box>
box-title: ಪಂದ್ಯದಲ್ಲಿ 14 ವಿಕೆಟ್: ಅಜಾಜ್ ಹೊಸ ದಾಖಲೆ! <box>406 436 652 454</box>
divider <box>42 1096 218 1097</box>
stat-label: ಬೌಲರ್ <box>738 214 790 228</box>
sidebar-item-body: ಡೊಂಗ್(ದ. ಕೊರಿಯಾ): ಡ್ರ್ಯಾಗ್‌ಫ್ಲಿಕರ್ ಗುರ್ಜಿತ್ ಕೌರ್ 5 ಗೋಲು ಬಾರಿಸಿ, ಭಾರತಕ್ಕೆ ಬೃಹತ್ ಅಂತರದ ಗೆಲುವು ತಂದುಕೊಟ್ಟರು. ಏಷ್ಯನ್ ಚಾಂಪಿಯನ್ಸ್ ಟ್ರೋಫಿ ಮಹಿಳಾ ಹಾಕಿ ಟೂರ್ನಿಯಲ್ಲಿ ಭಾರತ 13-0 ಗೋಲುಗಳಿಂದ ಥಾಯ್ಲೆಂಡ್ ತಂಡವನ್ನು ಮಣಿಸಿತು. ಮೊದಲಾರ್ಧದಲ್ಲೇ ಭಾರತ 5-0 ಮುನ್ನಡೆ ಸಾಧಿಸಿತ್ತು. ಚೊಚ್ಚಲ ಪಂದ್ಯದಲ್ಲೇ ಭಾರತ ತಂಡ ಅಮೋಘ ಪ್ರದರ್ಶನ ನೀಡಿತು. <box>44 143 210 207</box>
bottom-color-bar <box>0 1506 1080 1519</box>
rcb-headline: ಆರ್‌ಸಿಬಿಗೆ ಡಿ ವಿಲಿಯರ್ಸ್ ಬ್ಯಾಟಿಂಗ್ ಕೋಚ್? <box>626 913 793 964</box>
hockey-headline: ಕಿರಿಯರ ಹಾಕಿ ವಿಶ್ವಕಪ್: <box>764 1205 956 1233</box>
scorecard-panel <box>898 154 1048 584</box>
jersey-text: VIRAT <box>656 260 695 275</box>
hockey-strap <box>764 1172 1050 1196</box>
sidebar-item-title: ಟೆನಿಸ್: ಪ್ರಾಂಜಲಾ ಸಿಂಗಲ್ಸ್ ಚಾಂಪಿಯನ್ <box>44 299 214 346</box>
sindhu-body: ಬಾಲಿ(ಇಂಡೋನೇಷ್ಯಾ): ಹಾಲಿ ವಿಶ್ವ ಚಾಂಪಿಯನ್, ಭಾರತದ ಪಿ.ವಿ.ಸಿಂಧು ಬ್ಯಾಡ್ಮಿಂಟನ್ ವಿಶ್ವ ಟೂರ್ ಫೈನಲ್ಸ್ ಟೂರ್ನಿಯಲ್ಲಿ ರನ್ನರ್-ಅಪ್ ಸ್ಥಾನಕ್ಕೆ ತೃಪ್ತಿಪಟ್ಟುಕೊಂಡರು. ಭಾನುವಾರ ನಡೆದ ಮಹಿಳಾ ಸಿಂಗಲ್ಸ್ ಫೈನಲ್‌ನಲ್ಲಿ 2 ಬಾರಿ ಒಲಿಂಪಿಕ್ ಪದಕ ವಿಜೇತೆ ಸಿಂಧು, ದಕ್ಷಿಣ ಕೊರಿಯಾದ 19 ವರ್ಷದ ಆ್ಯನ್ ಸೆ ಯಂಗ್ ವಿರುದ್ಧ 16-21, 12-21 ನೇರ ಗೇಮ್‌ಗಳಿಂದ ಸೋಲು ಅನುಭವಿಸಿದರು. ಕೇವಲ 40 ನಿಮಿಷಗಳಲ್ಲಿ ಪಂದ್ಯ ಮುಕ್ತಾಯಗೊಂಡಿತು. 2018ರಲ್ಲಿ ಚಾಂಪಿಯನ್ ಆಗಿದ್ದ ಸಿಂಧು, 2ನೇ ಬಾರಿ ಪ್ರಶಸ್ತಿ ಗೆಲ್ಲುವ ಕನಸು ಭಗ್ನಗೊಂಡಿತು. <box>232 1259 402 1345</box>
strap-text: ಬ್ಯಾಡ್ಮಿಂಟನ್ ವಿಶ್ವ ಟೂರ್ ಫೈನಲ್ಸ್ | ಫೈನಲ್‌ನಲ್ಲಿ ಆ್ಯನ್ ಸೆ ವಿರುದ್ಧ 16-21, 12-21ರಲ್ಲಿ ಸೋಲು <box>294 1172 754 1196</box>
box-body: ಕಿವೀಸ್ ವಿರುದ್ಧ 2ನೇ ಇನ್ನಿಂಗ್ಸಲ್ಲಿ 3 ವಿಕೆಟ್ ಪಡೆದಿರುವ ಅಶ್ವಿನ್, 2021ರಲ್ಲಿ ಟೆಸ್ಟ್‌ನಲ್ಲಿ 50 ವಿಕೆಟ್ ಪೂರ್ಣಗೊಳಿಸಿದರು. ಅಶ್ವಿನ್ ಕ್ಯಾಲೆಂಡರ್ ವರ್ಷವೊಂದರಲ್ಲಿ 50 ವಿಕೆಟ್ ಕಿತ್ತಿದ್ದು ಇದು 4ನೇ ಬಾರಿ (2015, 2016, 2017, 2021). ಈ ಸಾಧನೆ ಮಾಡಿದ ಭಾರತದ ಮೊದಲ ಬೌಲರ್ ಎನಿಸಿದ್ದಾರೆ. ಅನಿಲ್ ಕುಂಬ್ಳೆ 3 ಬಾರಿ (2001, 2002, 2008) ಕ್ಯಾಲೆಂಡರ್ ವರ್ಷದಲ್ಲಿ 50 ವಿಕೆಟ್ ಕಬಳಿಸಿದ್ದರು. <box>406 349 719 391</box>
divider <box>232 598 1048 600</box>
ahmedabad-headline: ಅಹಮದಾಬಾದ್ ತಂಡಕ್ಕೆ ಗ್ರೀನ್ ಸಿಗ್ನಲ್? <box>626 606 927 632</box>
news-brief-sidebar <box>36 14 222 1504</box>
sidebar-item-title: ಪೊಲೀಸ್ ಹಾಕಿ ಟೂರ್ನಿ: ಕರ್ನಾಟಕ ಶುಭಾರಂಭ <box>44 1321 194 1368</box>
divider <box>758 1172 759 1502</box>
